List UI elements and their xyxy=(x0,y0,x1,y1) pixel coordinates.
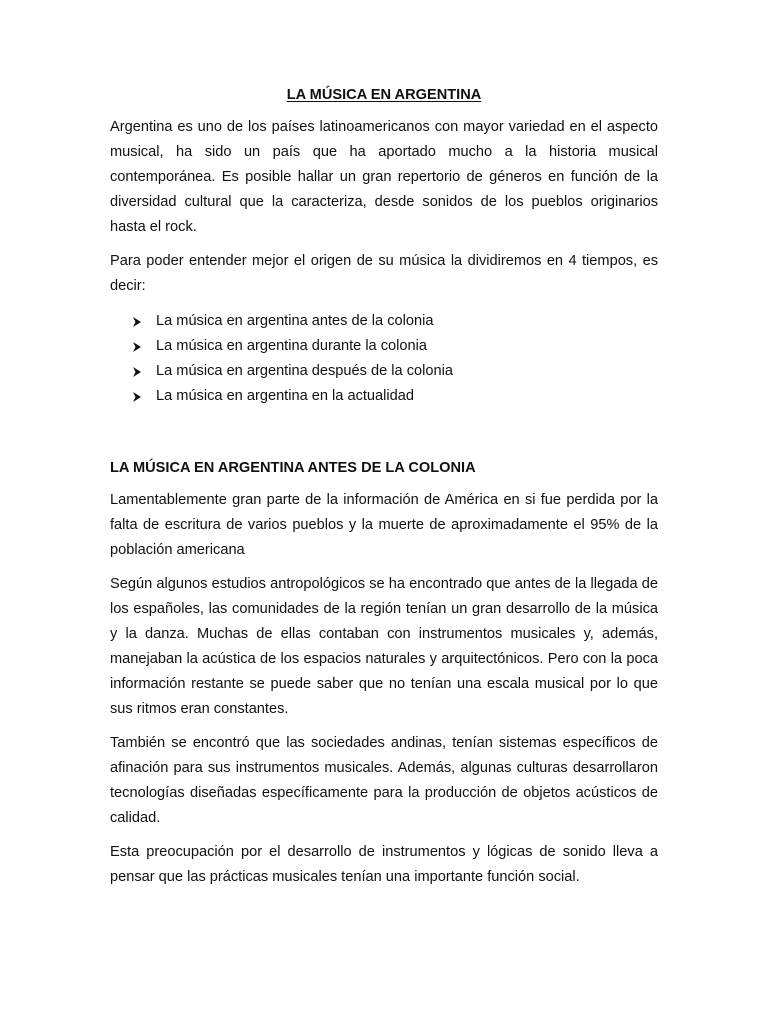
arrow-bullet-icon xyxy=(132,342,142,352)
list-item xyxy=(132,334,658,359)
arrow-bullet-icon xyxy=(132,392,142,402)
document-title: LA MÚSICA EN ARGENTINA xyxy=(286,87,482,103)
section-paragraph-4: Esta preocupación por el desarrollo de instrumentos y lógicas de sonido lleva a pensar que las prácticas musicales tenían una importante función social. xyxy=(110,844,658,885)
list-item xyxy=(132,309,658,334)
section-paragraph-2: Según algunos estudios antropológicos se ha encontrado que antes de la llegada de los españoles, las comunidades de la región tenían un gran desarrollo de la música y la danza. Muchas de ellas contaban con instrumentos musicales y, además, manejaban la acústica de los espacios naturales y arquitectónicos. Pero con la poca información restante se puede saber que no tenían una escala musical por lo que sus ritmos eran constantes. xyxy=(110,576,658,717)
section-paragraph-1: Lamentablemente gran parte de la información de América en si fue perdida por la falta de escritura de varios pueblos y la muerte de aproximadamente el 95% de la población americana xyxy=(110,492,658,558)
intro-paragraph-1: Argentina es uno de los países latinoamericanos con mayor variedad en el aspecto musical, ha sido un país que ha aportado mucho a la historia musical contemporánea. Es posible hallar un gran repertorio de géneros en función de la diversidad cultural que la caracteriza, desde sonidos de los pueblos originarios hasta el rock. xyxy=(110,119,658,235)
section-heading: LA MÚSICA EN ARGENTINA ANTES DE LA COLONIA xyxy=(110,460,476,476)
list-item xyxy=(132,359,658,384)
period-list xyxy=(110,309,658,409)
arrow-bullet-icon xyxy=(132,367,142,377)
list-item-label: La música en argentina durante la colonia xyxy=(156,338,427,354)
section-paragraph-3: También se encontró que las sociedades andinas, tenían sistemas específicos de afinación para sus instrumentos musicales. Además, algunas culturas desarrollaron tecnologías diseñadas específicamente para la producción de objetos acústicos de calidad. xyxy=(110,735,658,826)
arrow-bullet-icon xyxy=(132,317,142,327)
list-item-label: La música en argentina en la actualidad xyxy=(156,388,414,404)
list-item-label: La música en argentina después de la colonia xyxy=(156,363,453,379)
document-page xyxy=(110,84,658,899)
list-item xyxy=(132,384,658,409)
list-item-label: La música en argentina antes de la colonia xyxy=(156,313,434,329)
intro-paragraph-2: Para poder entender mejor el origen de su música la dividiremos en 4 tiempos, es decir: xyxy=(110,253,658,294)
